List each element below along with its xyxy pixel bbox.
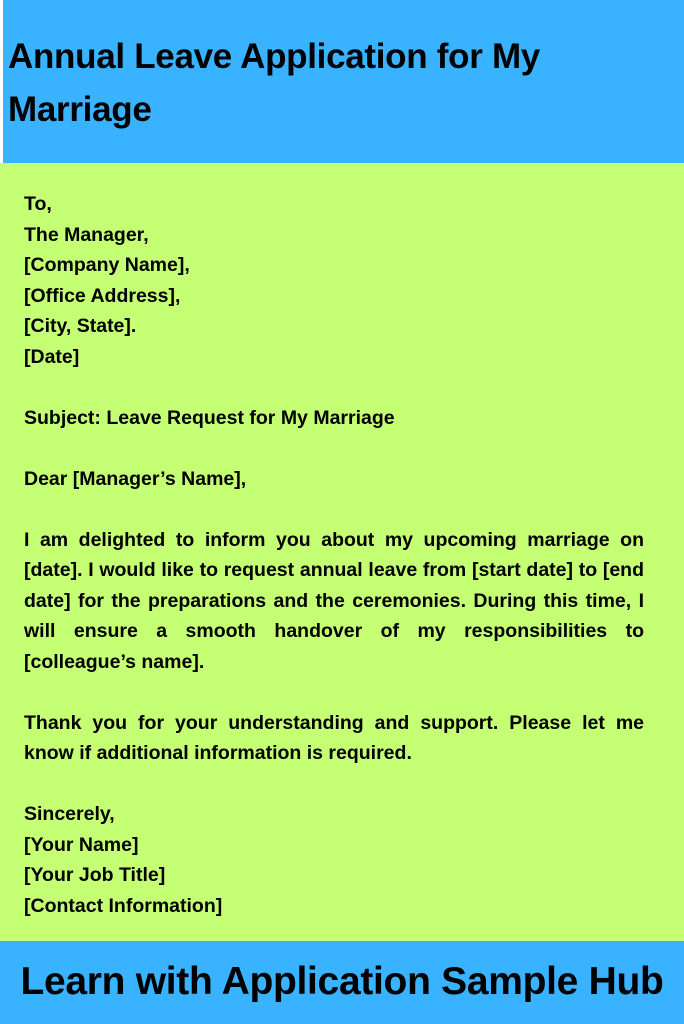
spacer: [24, 433, 644, 464]
signature-line: [Your Job Title]: [24, 864, 166, 886]
footer-text: Learn with Application Sample Hub: [20, 960, 664, 1003]
spacer: [24, 677, 644, 708]
title-banner: [3, 0, 684, 163]
address-line: [Company Name],: [24, 254, 190, 276]
recipient-address: [24, 189, 644, 372]
signature-line: [Contact Information]: [24, 894, 223, 917]
spacer: [24, 494, 644, 525]
salutation: Dear [Manager’s Name],: [24, 467, 247, 490]
signature-block: [24, 799, 644, 921]
footer-banner: [0, 941, 684, 1024]
address-line: To,: [24, 193, 52, 215]
address-line: [Office Address],: [24, 284, 181, 307]
body-paragraph: Thank you for your understanding and support. Please let me know if additional information is required.: [24, 711, 644, 764]
address-line: [Date]: [24, 345, 80, 368]
signature-line: [Your Name]: [24, 833, 139, 856]
spacer: [24, 769, 644, 800]
body-paragraph: I am delighted to inform you about my upcoming marriage on [date]. I would like to request annual leave from [start date] to [end date] for the preparations and the ceremonies. During this time, I will ensure a smooth handover of my responsibilities to [colleague’s name].: [24, 528, 644, 673]
spacer: [24, 372, 644, 403]
letter-body: [0, 163, 684, 941]
closing: Sincerely,: [24, 803, 115, 825]
subject-line: Subject: Leave Request for My Marriage: [24, 406, 395, 429]
page-title: Annual Leave Application for My Marriage: [8, 37, 540, 129]
address-line: [City, State].: [24, 315, 137, 337]
address-line: The Manager,: [24, 223, 149, 246]
